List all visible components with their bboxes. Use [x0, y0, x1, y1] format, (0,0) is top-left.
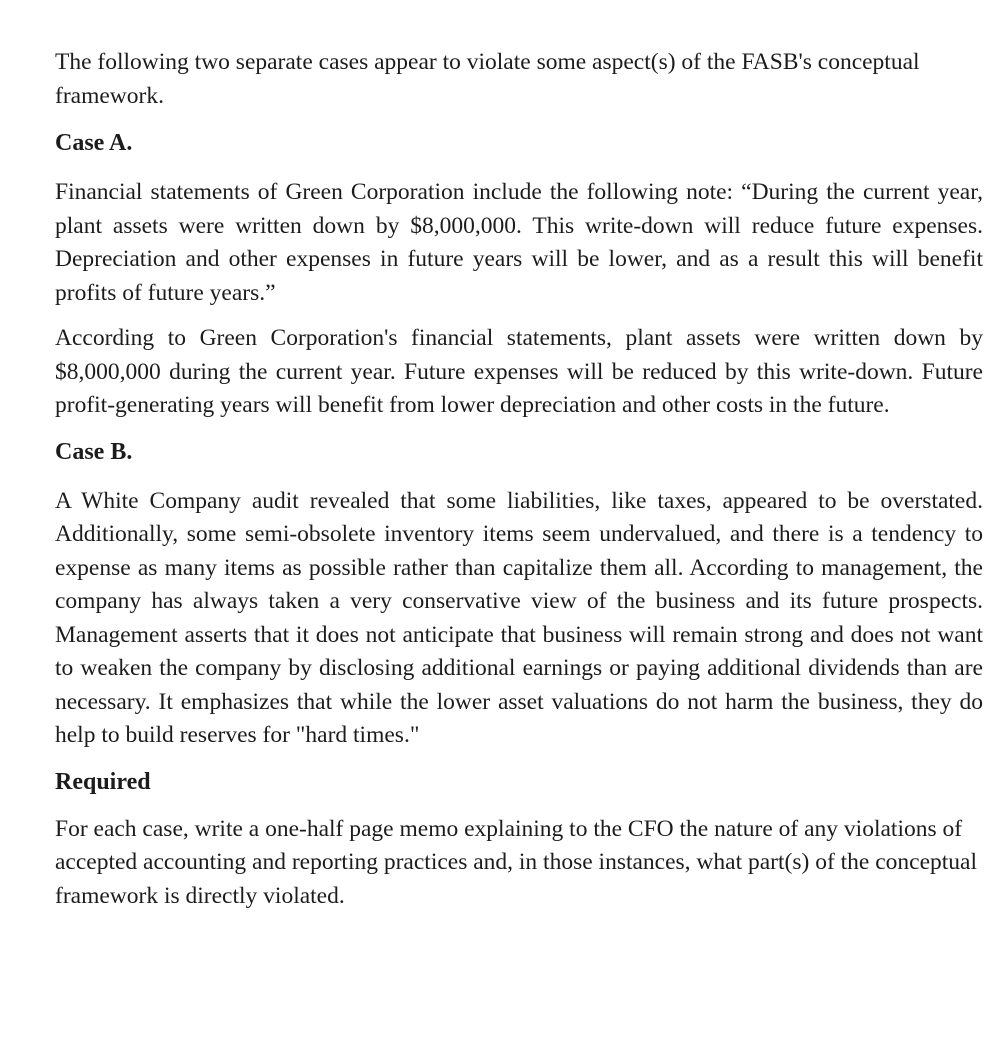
case-a-note-paragraph: Financial statements of Green Corporation include the following note: “During the current year, plant assets were written down by $8,000,000. This write-down will reduce future expenses. Depreciation and other expenses in future years will be lower, and as a result this will benefit profits of future years.” — [55, 179, 983, 306]
intro-paragraph: The following two separate cases appear to violate some aspect(s) of the FASB's conceptual framework. — [55, 49, 920, 109]
case-a-heading: Case A. — [55, 130, 133, 156]
required-heading: Required — [55, 768, 151, 795]
document-page — [55, 46, 983, 913]
required-paragraph: For each case, write a one-half page memo explaining to the CFO the nature of any violations of accepted accounting and reporting practices and, in those instances, what part(s) of the conceptual framework is directly violated. — [55, 815, 978, 909]
case-a-paraphrase-paragraph: According to Green Corporation's financial statements, plant assets were written down by $8,000,000 during the current year. Future expenses will be reduced by this write-down. Future profit-generating years will benefit from lower depreciation and other costs in the future. — [55, 325, 983, 418]
case-b-heading: Case B. — [55, 438, 133, 465]
case-b-paragraph: A White Company audit revealed that some liabilities, like taxes, appeared to be overstated. Additionally, some semi-obsolete inventory items seem undervalued, and there is a tendency to expense as many items as possible rather than capitalize them all. According to management, the company has always taken a very conservative view of the business and its future prospects. Management asserts that it does not anticipate that business will remain strong and does not want to weaken the company by disclosing additional earnings or paying additional dividends than are necessary. It emphasizes that while the lower asset valuations do not harm the business, they do help to build reserves for "hard times." — [55, 487, 983, 748]
